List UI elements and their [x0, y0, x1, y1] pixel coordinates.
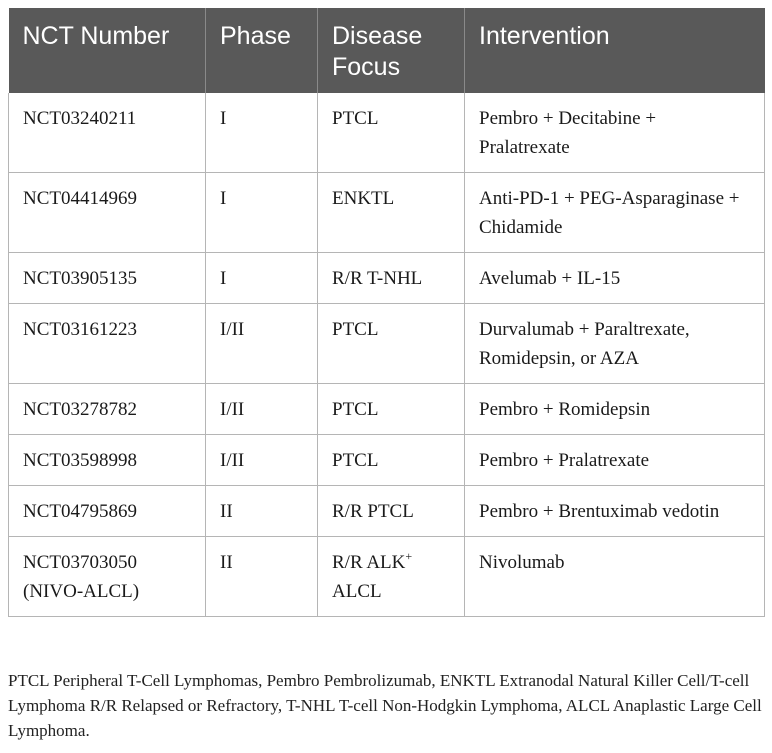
cell-intervention: Nivolumab	[465, 537, 765, 617]
disease-text: R/R ALK	[332, 552, 406, 573]
header-disease-focus: Disease Focus	[318, 8, 465, 93]
cell-phase: I/II	[206, 384, 318, 435]
cell-nct-number: NCT03278782	[9, 384, 206, 435]
cell-intervention: Pembro + Decitabine + Pralatrexate	[465, 93, 765, 173]
header-row	[9, 8, 765, 93]
header-phase: Phase	[206, 8, 318, 93]
cell-phase: I/II	[206, 304, 318, 384]
cell-phase: I/II	[206, 435, 318, 486]
table-row	[9, 435, 765, 486]
cell-intervention: Durvalumab + Paraltrexate, Romidepsin, or AZA	[465, 304, 765, 384]
cell-disease-focus: PTCL	[318, 93, 465, 173]
cell-nct-number: NCT04414969	[9, 173, 206, 253]
cell-intervention: Pembro + Pralatrexate	[465, 435, 765, 486]
cell-disease-focus: PTCL	[318, 435, 465, 486]
table-footnote: PTCL Peripheral T-Cell Lymphomas, Pembro Pembrolizumab, ENKTL Extranodal Natural Killer Cell/T-cell Lymphoma R/R Relapsed or Refractory, T-NHL T-cell Non-Hodgkin Lymphoma, ALCL Anaplastic Large Cell Lymphoma.	[8, 671, 762, 740]
disease-text-continued: ALCL	[332, 581, 382, 602]
cell-disease-focus	[318, 537, 465, 617]
cell-phase: I	[206, 173, 318, 253]
cell-disease-focus: PTCL	[318, 384, 465, 435]
table-row	[9, 253, 765, 304]
cell-nct-number: NCT04795869	[9, 486, 206, 537]
header-intervention: Intervention	[465, 8, 765, 93]
cell-nct-number: NCT03240211	[9, 93, 206, 173]
nct-study-acronym: (NIVO-ALCL)	[23, 581, 140, 602]
cell-intervention: Pembro + Brentuximab vedotin	[465, 486, 765, 537]
cell-intervention: Pembro + Romidepsin	[465, 384, 765, 435]
table-row	[9, 173, 765, 253]
header-nct-number: NCT Number	[9, 8, 206, 93]
cell-phase: I	[206, 93, 318, 173]
cell-intervention: Avelumab + IL-15	[465, 253, 765, 304]
table-row	[9, 93, 765, 173]
nct-number-text: NCT03703050	[23, 552, 137, 573]
table-row	[9, 384, 765, 435]
table-row	[9, 486, 765, 537]
table-row	[9, 304, 765, 384]
cell-nct-number: NCT03161223	[9, 304, 206, 384]
clinical-trials-table	[8, 8, 765, 617]
cell-disease-focus: ENKTL	[318, 173, 465, 253]
cell-disease-focus: PTCL	[318, 304, 465, 384]
cell-intervention: Anti-PD-1 + PEG-Asparaginase + Chidamide	[465, 173, 765, 253]
table-body	[9, 93, 765, 617]
cell-phase: II	[206, 537, 318, 617]
cell-nct-number	[9, 537, 206, 617]
alk-positive-superscript: +	[405, 549, 413, 563]
trials-table-container	[8, 8, 764, 617]
table-row	[9, 537, 765, 617]
table-header	[9, 8, 765, 93]
cell-phase: II	[206, 486, 318, 537]
cell-nct-number: NCT03598998	[9, 435, 206, 486]
cell-phase: I	[206, 253, 318, 304]
cell-disease-focus: R/R T-NHL	[318, 253, 465, 304]
cell-nct-number: NCT03905135	[9, 253, 206, 304]
cell-disease-focus: R/R PTCL	[318, 486, 465, 537]
